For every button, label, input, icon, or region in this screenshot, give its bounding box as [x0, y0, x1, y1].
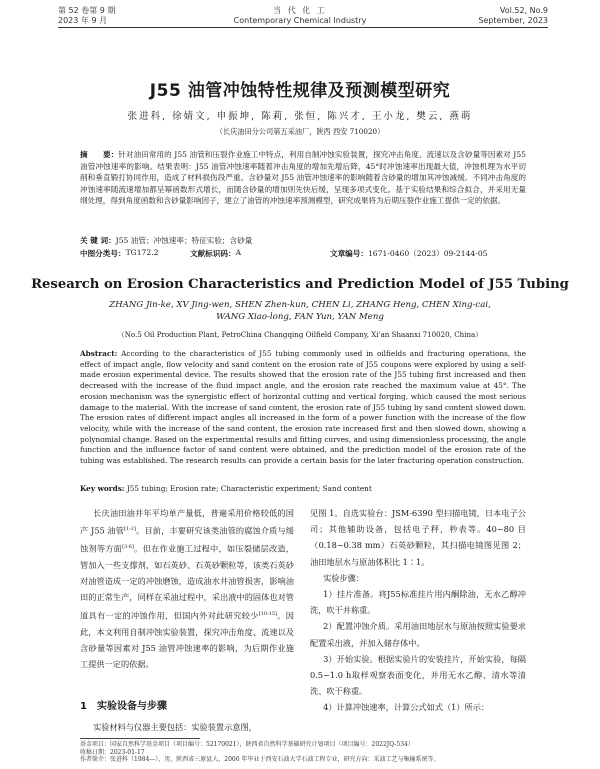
abstract-cn: [80, 149, 526, 207]
body-column-right: [310, 505, 526, 716]
clc-label: 中图分类号：: [80, 249, 126, 258]
footnote-received: 收稿日期：2023-01-17: [80, 748, 145, 756]
citation-2: [3-6]: [122, 544, 135, 551]
abstract-cn-label: 摘 要：: [80, 150, 119, 159]
footnote-rule: [80, 738, 200, 739]
section-1-heading: 1 实验设备与步骤: [80, 701, 167, 712]
header-rule: [58, 27, 548, 28]
step-1: 1）挂片准备。将J55标准挂片用内酮除油，无水乙醇冲洗，吹干并称重。: [310, 589, 526, 616]
step-4: 4）计算冲蚀速率，计算公式如式（1）所示：: [323, 702, 490, 713]
intro-paragraph: 长庆油田油井年平均单产量低，普遍采用价格较低的国产 J55 油管[1-2]。目前，丰要研究该类油管的腐蚀介质与缓蚀剂等方面[3-6]。但在作业施工过程中，如压裂储层改造，管加入一些支撑剂，如石英砂、石英砂颗粒等，该类石英砂对油管造成一定的冲蚀磨蚀，造成油水井油管损害，影响油田的正常生产，同样在采油过程中，采出液中的固体也对管道具有一定的冲蚀作用，但国内外对此研究较少[10-15]。因此，本文利用自制冲蚀实验装置，探究冲击角度、流速以及含砂量等因素对 J55 油管冲蚀速率的影响，为后期作业施工提供一定的依据。: [80, 508, 294, 670]
header-volume-cn: 第 52 卷第 9 期: [58, 6, 116, 15]
footnote: [80, 741, 526, 764]
right-paragraph-2: 实验步骤：: [323, 572, 365, 583]
step-2: 2）配置冲蚀介质。采用油田地层水与原油按照实验要求配置采出液，并加入储存体中。: [310, 621, 526, 648]
article-no-value: 1671-0460（2023）09-2144-05: [367, 249, 488, 258]
running-header: [0, 0, 600, 30]
footnote-author-bio: 作者简介：张进科（1984—），男，陕西省三原县人，2006 年毕业于西安石油大学石油工程专业，研究方向：采油工艺与集输系统等。: [80, 756, 440, 764]
citation-3: [10-15]: [258, 610, 277, 617]
keywords-cn: [80, 235, 526, 246]
header-date-cn: 2023 年 9 月: [58, 16, 108, 25]
header-volume-en: Vol.52, No.9: [499, 6, 548, 15]
affiliation-cn: （长庆油田分公司第五采油厂，陕西 西安 710020）: [215, 127, 385, 136]
abstract-en: [80, 349, 526, 467]
doc-code-value: A: [235, 248, 242, 257]
header-date-en: September, 2023: [478, 16, 548, 25]
authors-en: ZHANG Jin-ke, XV Jing-wen, SHEN Zhen-kun, CHEN Li, ZHANG Heng, CHEN Xing-cai, WANG Xiao-long, FAN Yun, YAN Meng: [109, 300, 491, 322]
abstract-en-text: According to the characteristics of J55 tubing commonly used in oilfields and fracturing operations, the effect of impact angle, flow velocity and sand content on the erosion rate of J55 coupons were explored by using a self-made erosion experimental device. The results showed that the erosion rate of the J55 tubing first increased and then decreased with the increase of the fluid impact angle, and the erosion rate reached the maximum value at 45°. The erosion mechanism was the synergistic effect of horizontal cutting and vertical forging, which caused the most serious damage to the material. With the increase of sand content, the erosion rate of J55 tubing by sand content slowed down. The erosion rates of different impact angles all increased in the form of a power function with the increase of the flow velocity, while with the increase of the sand content, the erosion rate increased first and then slowed down, showing a polynomial change. Based on the experimental results and fitting curves, and using dimensionless processing, the angle function and the influence factor of sand content were obtained, and the prediction model of the erosion rate of the tubing was established. The research results can provide a certain basis for the later fracturing operation construction.: [80, 349, 526, 466]
keywords-en-label: Key words:: [80, 484, 125, 493]
keywords-cn-text: J55 油管；冲蚀速率；特征实验；含砂量: [115, 236, 253, 245]
clc-value: TG172.2: [125, 248, 159, 257]
keywords-en: [80, 483, 526, 494]
section-1-paragraph: 实验材料与仪器主要包括：实验装置示意图，: [93, 722, 257, 732]
abstract-cn-text: 针对油田常用的 J55 油管和压裂作业施工中特点，利用自制冲蚀实验装置，探究冲击角度、流速以及含砂量等因素对 J55 油管冲蚀速率的影响。结果表明：J55 油管冲蚀速率随着冲击角度的增加先增后降，45°时冲蚀速率出现最大值，冲蚀机理为水平切削和垂直锻打协同作用，造成了材料损伤段严重。含砂量对 J55 油管冲蚀速率的影响随着含砂量的增加其冲蚀减缓。不同冲击角度的冲蚀速率随流速增加都呈幂函数形式增长，而随含砂量的增加则先快后缓，呈现多项式变化。基于实验结果和综合拟合，并采用无量纲处理，得到角度函数和含砂量影响因子，建立了油管的冲蚀速率预测模型，研究成果将为后期压裂作业施工提供一定的依据。: [80, 150, 527, 206]
paper-title-cn: J55 油管冲蚀特性规律及预测模型研究: [149, 81, 451, 101]
body-column-left: [80, 505, 294, 672]
keywords-cn-label: 关 键 词：: [80, 236, 116, 245]
abstract-en-label: Abstract:: [80, 349, 118, 358]
header-journal-en: Contemporary Chemical Industry: [233, 16, 367, 25]
affiliation-en: （No.5 Oil Production Plant, PetroChina Changqing Oilfield Company, Xi'an Shaanxi 710020, China）: [117, 330, 483, 339]
article-meta-cn: [80, 248, 526, 260]
footnote-fund: 基金项目：国家自然科学基金项目（项目编号：52170021），陕西省自然科学基础研究计划项目（项目编号：2022JQ-534）: [80, 741, 414, 748]
doc-code-label: 文献标识码：: [190, 249, 236, 258]
keywords-en-text: J55 tubing; Erosion rate; Characteristic experiment; Sand content: [126, 484, 372, 493]
right-paragraph-1: 见图 1。自选实验台：JSM-6390 型扫描电镜，日本电子公司；其他辅助设备，包括电子秤，秒表等。40~80 目（0.18~0.38 mm）石英砂颗粒，其扫描电镜图见图 2；油田地层水与原油体积比 1∶1。: [310, 508, 526, 567]
paper-title-en: Research on Erosion Characteristics and Prediction Model of J55 Tubing: [31, 277, 569, 292]
step-3: 3）开始实验。根据实验片的安装挂片，开始实验，每隔0.5~1.0 h取样观察表面变化，并用无水乙醇、清水等清洗、吹干称重。: [310, 653, 526, 697]
authors-cn: 张进科, 徐婧文, 申振坤, 陈莉, 张恒, 陈兴才, 王小龙, 樊云, 燕萌: [127, 111, 473, 122]
citation-1: [1-2]: [124, 526, 137, 533]
header-journal-cn: 当 代 化 工: [273, 6, 327, 15]
article-no-label: 文章编号：: [330, 249, 368, 258]
